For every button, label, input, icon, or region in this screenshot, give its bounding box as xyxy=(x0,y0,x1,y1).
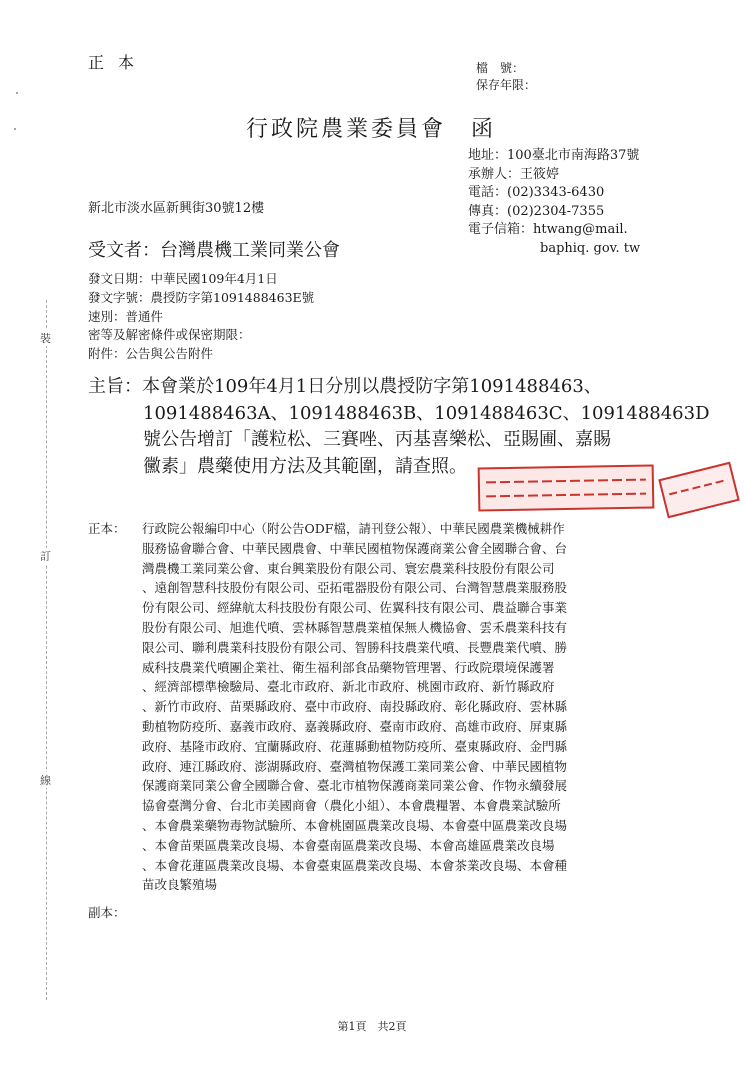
scan-speck xyxy=(16,92,18,94)
subject-line: 1091488463A、1091488463B、1091488463C、1091488463D xyxy=(143,402,710,424)
subject-line: 號公告增訂「護粒松、三賽唑、丙基喜樂松、亞賜圃、嘉賜 xyxy=(143,429,611,450)
page-footer: 第1頁 共2頁 xyxy=(337,1020,407,1033)
distribution-line: 苗改良繁殖場 xyxy=(142,877,218,893)
phone: 電話：(02)3343-6430 xyxy=(468,185,605,200)
distribution-line: 、遠創智慧科技股份有限公司、亞拓電器股份有限公司、台灣智慧農業服務股 xyxy=(142,580,568,596)
binding-mark: 裝 xyxy=(40,332,51,345)
distribution-line: 份有限公司、經緯航太科技股份有限公司、佐翼科技有限公司、農益聯合事業 xyxy=(142,600,568,616)
file-number-label: 檔 號： xyxy=(476,61,525,75)
binding-mark: 訂 xyxy=(40,550,51,563)
distribution-line: 、經濟部標準檢驗局、臺北市政府、新北市政府、桃園市政府、新竹縣政府 xyxy=(142,679,555,695)
distribution-line: 灣農機工業同業公會、東台興業股份有限公司、寰宏農業科技股份有限公司 xyxy=(142,560,555,576)
distribution-line: 、新竹市政府、苗栗縣政府、臺中市政府、南投縣政府、彰化縣政府、雲林縣 xyxy=(142,699,568,715)
fax: 傳真：(02)2304-7355 xyxy=(468,203,605,219)
distribution-line: 、本會苗栗區農業改良場、本會臺南區農業改良場、本會高雄區農業改良場 xyxy=(142,837,555,853)
distribution-line: 、本會花蓮區農業改良場、本會臺東區農業改良場、本會茶業改良場、本會種 xyxy=(142,857,568,873)
distribution-line: 限公司、聯利農業科技股份有限公司、智勝科技農業代噴、長豐農業代噴、勝 xyxy=(142,639,568,655)
scan-speck xyxy=(14,128,16,130)
distribution-line: 、本會農業藥物毒物試驗所、本會桃園區農業改良場、本會臺中區農業改良場 xyxy=(142,817,568,833)
email-continuation: baphiq. gov. tw xyxy=(540,240,641,256)
original-recipients-label: 正本： xyxy=(88,521,126,536)
distribution-line: 保護商業同業公會全國聯合會、臺北市植物保護商業同業公會、作物永續發展 xyxy=(142,778,568,794)
officer: 承辦人：王筱婷 xyxy=(468,166,560,182)
distribution-list xyxy=(88,519,567,923)
retention-period-label: 保存年限： xyxy=(476,78,537,92)
archive-info xyxy=(476,60,536,94)
subject-line: 主旨：本會業於109年4月1日分別以農授防字第1091488463、 xyxy=(88,376,602,397)
contact-info xyxy=(468,147,640,258)
distribution-line: 政府、連江縣政府、澎湖縣政府、臺灣植物保護工業同業公會、中華民國植物 xyxy=(142,758,568,774)
copy-recipients-label: 副本： xyxy=(88,905,126,921)
subject-line: 黴素」農藥使用方法及其範圍，請查照。 xyxy=(143,455,467,477)
issue-date: 發文日期：中華民國109年4月1日 xyxy=(88,271,278,286)
distribution-line: 行政院公報編印中心（附公告ODF檔，請刊登公報）、中華民國農業機械耕作 xyxy=(142,521,565,536)
attachment: 附件：公告與公告附件 xyxy=(88,346,214,362)
address: 地址：100臺北市南海路37號 xyxy=(468,148,640,163)
distribution-line: 股份有限公司、旭進代噴、雲林縣智慧農業植保無人機協會、雲禾農業科技有 xyxy=(142,619,568,635)
distribution-line: 威科技農業代噴團企業社、衛生福利部食品藥物管理署、行政院環境保護署 xyxy=(142,659,555,675)
document-title: 行政院農業委員會 函 xyxy=(246,117,497,142)
delivery-speed: 速別：普通件 xyxy=(88,308,164,324)
subject xyxy=(88,374,710,480)
document-number: 發文字號：農授防字第1091488463E號 xyxy=(88,289,315,305)
document-meta xyxy=(88,270,314,364)
binding-mark: 線 xyxy=(40,774,51,787)
distribution-line: 動植物防疫所、嘉義市政府、嘉義縣政府、臺南市政府、高雄市政府、屏東縣 xyxy=(142,718,568,734)
official-seal-stamp xyxy=(478,464,655,511)
distribution-line: 協會臺灣分會、台北市美國商會（農化小組）、本會農糧署、本會農業試驗所 xyxy=(142,798,561,814)
copy-type-label: 正本 xyxy=(88,53,149,72)
email: 電子信箱：htwang@mail. xyxy=(468,222,628,237)
distribution-line: 政府、基隆市政府、宜蘭縣政府、花蓮縣動植物防疫所、臺東縣政府、金門縣 xyxy=(142,738,568,754)
mailing-address: 新北市淡水區新興街30號12樓 xyxy=(88,201,265,216)
binding-line xyxy=(46,300,47,1000)
security-level: 密等及解密條件或保密期限： xyxy=(88,327,251,343)
recipient: 受文者：台灣農機工業同業公會 xyxy=(88,240,340,261)
distribution-line: 服務協會聯合會、中華民國農會、中華民國植物保護商業公會全國聯合會、台 xyxy=(142,540,568,556)
